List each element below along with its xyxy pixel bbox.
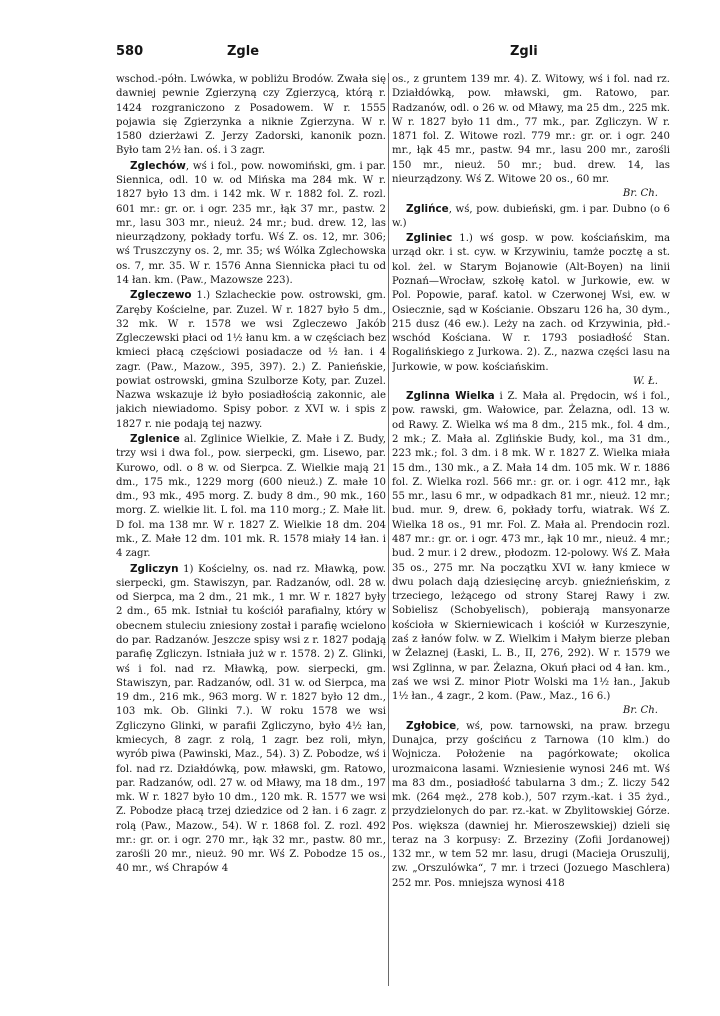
page-number: 580 [116,44,144,59]
entry-text: 1) Kościelny, os. nad rz. Mławką, pow. sierpecki, gm. Stawiszyn, par. Radzanów, odl. 28 w. od Sierpca, ma 2 dm., 21 mk., 1 mr. W r. 1827 były 2 dm., 65 mk. Istniał tu kościół parafialny, który w obecnem stuleciu zniesiony został i parafię wcielono do par. Radzanów. Jeszcze spisy wsi z r. 1827 podają parafię Zgliczyn. Istniała już w r. 1578. 2) Z. Glinki, wś i fol. nad rz. Mławką, pow. sierpecki, gm. Stawiszyn, par. Radzanów, odl. 31 w. od Sierpca, ma 19 dm., 216 mk., 963 morg. W r. 1827 było 12 dm., 103 mk. Ob. Glinki 7.). W roku 1578 we wsi Zgliczyno Glinki, w parafii Zgliczyno, było 4½ łan, kmiecych, 8 zagr. z rolą, 1 zagr. bez roli, młyn, wyrób piwa (Pawinski, Maz., 54). 3) Z. Pobodze, wś i fol. nad rz. Działdówką, pow. mławski, gm. Ratowo, par. Radzanów, odl. 27 w. od Mławy, ma 18 dm., 197 mk. W r. 1827 było 10 dm., 120 mk. R. 1577 we wsi Z. Pobodze płacą trzej dziedzice od 2 łan. i 6 zagr. z rolą (Paw., Mazow., 54). W r. 1868 fol. Z. rozl. 492 mr.: gr. or. i ogr. 270 mr., łąk 32 mr., pastw. 80 mr., zarośli 20 mr., nieuż. 90 mr. Wś Z. Pobodze 15 os., 40 mr., wś Chrapów 4 [116,563,386,875]
entry-continuation [116,73,386,159]
left-column [116,73,386,988]
entry-text: i Z. Mała al. Prędocin, wś i fol., pow. rawski, gm. Wałowice, par. Żelazna, odl. 13 w. od Rawy. Z. Wielka wś ma 8 dm., 215 mk., fol. 4 dm., 2 mk.; Z. Mała al. Zglińskie Budy, kol., ma 31 dm., 223 mk.; fol. 3 dm. i 8 mk. W r. 1827 Z. Wielka miała 15 dm., 130 mk., a Z. Mała 14 dm. 105 mk. W r. 1886 fol. Z. Wielka rozl. 566 mr.: gr. or. i ogr. 412 mr., łąk 55 mr., lasu 6 mr., w odpadkach 81 mr., nieuż. 12 mr.; bud. mur. 9, drew. 6, pokłady torfu, wiatrak. Wś Z. Wielka 18 os., 91 mr. Fol. Z. Mała al. Prendocin rozl. 487 mr.: gr. or. i ogr. 473 mr., łąk 10 mr., nieuż. 4 mr.; bud. 2 mur. i 2 drew., płodozm. 12-polowy. Wś Z. Mała 35 os., 275 mr. Na początku XVI w. łany kmiece w dwu polach dają dziesięcinę arcyb. gnieźnieńskim, z trzeciego, leżącego od strony Starej Rawy i zw. Sobielisz (Schobyelisch), pobierają mansyonarze kościoła w Skierniewicach i kościół w Kurzeszynie, zaś z łanów folw. w Z. Wielkim i Małym bierze pleban w Żelaznej (Łaski, L. B., II, 276, 292). W r. 1579 we wsi Zglinna, w par. Żelazna, Okuń płaci od 4 łan. km., zaś we wsi Z. minor Piotr Wolski ma 1½ łan., Jakub 1½ łan., 4 zagr., 2 kom. (Paw., Maz., 16 6.) [392,391,670,703]
entry-zglenice [116,432,386,562]
entry-continuation [392,73,670,202]
entry-headword: Zgłobice [406,719,457,732]
entry-text: wschod.-półn. Lwówka, w pobliżu Brodów. Zwała się dawniej pewnie Zgierzyną czy Zgierzycą, którą r. 1424 rozgraniczono z Posadowem. W r. 1555 pojawia się Zgierzynka a niknie Zgierzyna. W r. 1580 dzierżawi Z. Jerzy Zadorski, kanonik pozn. Było tam 2½ łan. oś. i 3 zagr. [116,74,386,157]
entry-text: os., z gruntem 139 mr. 4). Z. Witowy, wś i fol. nad rz. Działdówką, pow. mławski, gm. Ratowo, par. Radzanów, odl. o 26 w. od Mławy, ma 25 dm., 225 mk. W r. 1827 było 11 dm., 77 mk., par. Zgliczyn. W r. 1871 fol. Z. Witowe rozl. 779 mr.: gr. or. i ogr. 240 mr., łąk 45 mr., pastw. 94 mr., lasu 200 mr., zarośli 150 mr., nieuż. 50 mr.; bud. drew. 14, las nieurządzony. Wś Z. Witowe 20 os., 60 mr. [392,74,670,185]
author-signature: Br. Ch. [622,188,658,200]
entry-zglince [392,202,670,232]
entry-text: , wś, pow. dubieński, gm. i par. Dubno (o 6 w.) [392,203,670,229]
entry-zglechow [116,159,386,289]
entry-zgleczewo [116,288,386,432]
author-signature: Br. Ch. [622,705,658,717]
author-signature: W. Ł. [632,375,658,387]
entry-text: , wś, pow. tarnowski, na praw. brzegu Dunajca, przy gościńcu z Tarnowa (10 klm.) do Wojnicza. Położenie na pagórkowate; okolica urozmaicona lasami. Wzniesienie wynosi 246 mt. Wś ma 83 dm., posiadłość tabularna 3 dm.; Z. liczy 542 mk. (264 męż., 278 kob.), 507 rzym.-kat. i 35 żyd., przydzielonych do par. rz.-kat. w Zbylitowskiej Górze. Pos. większa (dawniej hr. Mieroszewskiej) dzieli się teraz na 3 korpusy: Z. Brzeziny (Zofii Jordanowej) 132 mr., w tem 52 mr. lasu, drugi (Macieja Oruszulij, zw. „Orszulówka“, 7 mr. i trzeci (Jozuego Maschlera) 252 mr. Pos. mniejsza wynosi 418 [392,720,670,889]
entry-headword: Zgliczyn [130,562,179,575]
right-column [392,73,670,988]
running-head-right: Zgli [510,44,538,59]
entry-headword: Zglenice [130,433,180,446]
entry-text: , wś i fol., pow. nowomiński, gm. i par. Siennica, odl. 10 w. od Mińska ma 284 mk. W r. 1827 było 13 dm. i 142 mk. W r. 1882 fol. Z. rozl. 601 mr.: gr. or. i ogr. 235 mr., łąk 37 mr., pastw. 2 mr., lasu 303 mr., nieuż. 24 mr.; bud. drew. 12, las nieurządzony, pokłady torfu. Wś Z. os. 12, mr. 306; wś Truszczyny os. 2, mr. 35; wś Wólka Zglechowska os. 7, mr. 35. W r. 1576 Anna Siennicka płaci tu od 14 łan. km. (Paw., Mazowsze 223). [116,160,386,286]
entry-text: 1.) Szlacheckie pow. ostrowski, gm. Zaręby Kościelne, par. Zuzel. W r. 1827 było 5 dm., 32 mk. W r. 1578 we wsi Zgleczewo Jakób Zgleczewski płaci od 1½ łanu km. a w częściach bez kmieci płacą częściowi posiadacze od ½ łan. i 4 zagr. (Paw., Mazow., 395, 397). 2.) Z. Panieńskie, powiat ostrowski, gmina Szulborze Koty, par. Zuzel. Nazwa wskazuje iż było posiadłością zakonnic, ale jakich niewiadomo. Spisy pobor. z XVI w. i spis z 1827 r. nie podają tej nazwy. [116,290,386,430]
entry-text: al. Zglinice Wielkie, Z. Małe i Z. Budy, trzy wsi i dwa fol., pow. sierpecki, gm. Lisewo, par. Kurowo, odl. o 8 w. od Sierpca. Z. Wielkie mają 21 dm., 175 mk., 1229 morg (600 nieuż.) Z. małe 10 dm., 93 mk., 495 morg. Z. budy 8 dm., 90 mk., 160 morg. Z. wielkie lit. L fol. ma 110 morg.; Z. Małe lit. D fol. ma 138 mr. W r. 1827 Z. Wielkie 18 dm. 204 mk., Z. Małe 12 dm. 101 mk. R. 1578 miały 14 łan. i 4 zagr. [116,434,386,560]
entry-headword: Zgleczewo [130,289,192,302]
entry-headword: Zgliniec [406,232,453,245]
page-header [116,44,676,66]
entry-zglinna-wielka [392,389,670,718]
entry-text: 1.) wś gosp. w pow. kościańskim, ma urząd okr. i st. cyw. w Krzywiniu, tamże pocztę a st. kol. żel. w Starym Bojanowie (Alt-Boyen) na linii Poznań—Wrocław, szkołę katol. w Jurkowie, ew. w Pol. Popowie, paraf. katol. w Czerwonej Wsi, ew. w Osiecznie, sąd w Kościanie. Obszaru 126 ha, 30 dym., 215 dusz (46 ew.). Leży na zach. od Krzywinia, płd.-wschód Kościana. W r. 1793 posiadłość Stan. Rogalińskiego z Jurkowa. 2). Z., nazwa części lasu na Jurkowie, w pow. kościańskim. [392,233,670,373]
entry-headword: Zglinna Wielka [406,390,495,403]
entry-headword: Zglińce [406,202,449,215]
column-divider [388,73,389,986]
entry-headword: Zglechów [130,159,186,172]
running-head-left: Zgle [227,44,260,59]
entry-zgliczyn [116,562,386,877]
entry-zglobice [392,719,670,891]
entry-zgliniec [392,231,670,389]
